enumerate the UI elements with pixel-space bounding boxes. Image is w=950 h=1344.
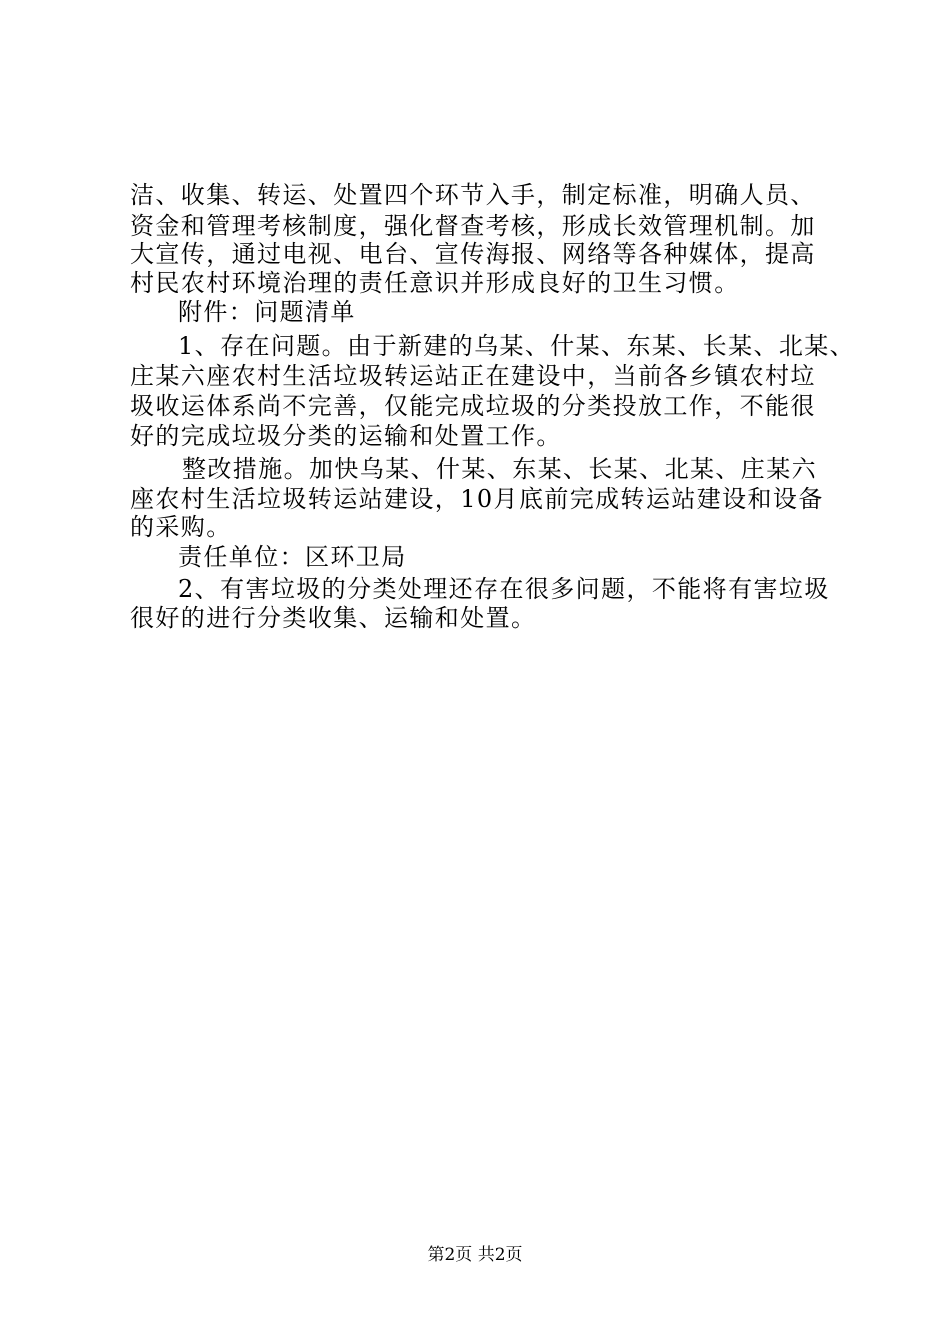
rectification-line-1: 整改措施。加快乌某、什某、东某、长某、北某、庄某六 xyxy=(182,455,817,483)
issue-1-line-3: 圾收运体系尚不完善，仅能完成垃圾的分类投放工作，不能很 xyxy=(130,392,816,420)
body-line-4: 村民农村环境治理的责任意识并形成良好的卫生习惯。 xyxy=(130,269,740,297)
attachment-heading: 附件：问题清单 xyxy=(178,298,356,326)
issue-2-line-1: 2、有害垃圾的分类处理还存在很多问题，不能将有害垃圾 xyxy=(178,575,830,603)
issue-1-line-1: 1、存在问题。由于新建的乌某、什某、东某、长某、北某、 xyxy=(178,332,856,360)
responsible-unit: 责任单位：区环卫局 xyxy=(178,543,407,571)
page-footer: 第2页 共2页 xyxy=(427,1245,523,1265)
issue-2-line-2: 很好的进行分类收集、运输和处置。 xyxy=(130,604,537,632)
rectification-line-2: 座农村生活垃圾转运站建设，10月底前完成转运站建设和设备 xyxy=(130,485,824,513)
body-line-3: 大宣传，通过电视、电台、宣传海报、网络等各种媒体，提高 xyxy=(130,240,816,268)
body-line-2: 资金和管理考核制度，强化督查考核，形成长效管理机制。加 xyxy=(130,212,816,240)
body-line-1: 洁、收集、转运、处置四个环节入手，制定标准，明确人员、 xyxy=(130,181,816,209)
issue-1-line-4: 好的完成垃圾分类的运输和处置工作。 xyxy=(130,422,562,450)
issue-1-line-2: 庄某六座农村生活垃圾转运站正在建设中，当前各乡镇农村垃 xyxy=(130,362,816,390)
rectification-line-3: 的采购。 xyxy=(130,513,232,541)
